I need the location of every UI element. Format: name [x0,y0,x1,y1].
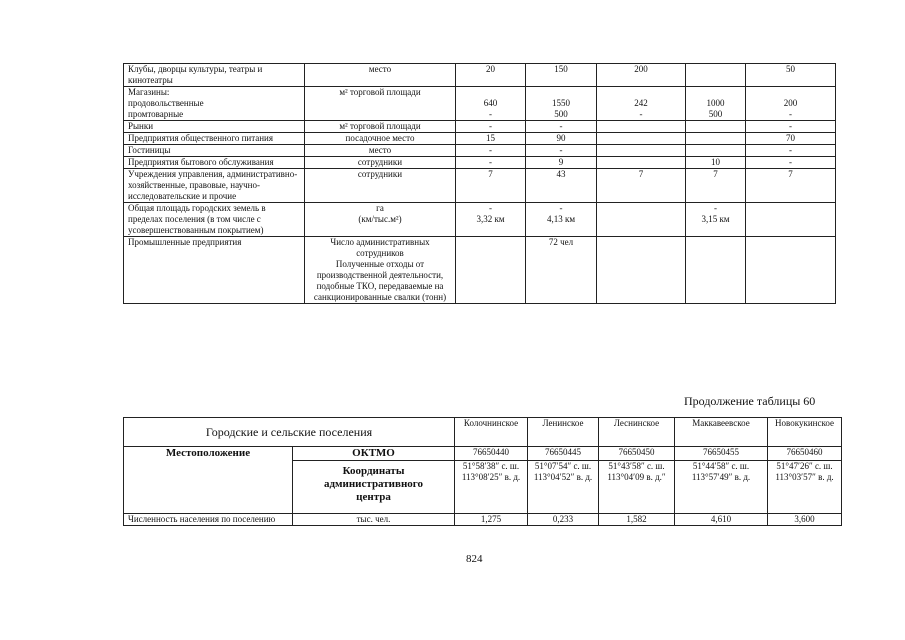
row-value [597,145,686,157]
row-value [597,133,686,145]
row-value: 1000 500 [686,87,746,121]
col-header-3: Маккавеевское [675,418,768,447]
row-name: Промышленные предприятия [124,237,305,304]
row-value: - [746,121,836,133]
population-2: 1,582 [599,514,675,526]
row-unit: сотрудники [305,157,456,169]
row-value: 7 [746,169,836,203]
row-value: 200 - [746,87,836,121]
table-row [124,169,836,203]
oktmo-2: 76650450 [599,447,675,461]
row-unit: посадочное место [305,133,456,145]
table-row [124,64,836,87]
row-value: - [456,157,526,169]
row-name: Гостиницы [124,145,305,157]
row-value [686,133,746,145]
row-value [597,121,686,133]
coords-4: 51°47′26″ с. ш. 113°03′57″ в. д. [768,461,842,514]
row-value [597,157,686,169]
page-number: 824 [466,553,483,565]
coords-0: 51°58′38″ с. ш. 113°08′25″ в. д. [455,461,528,514]
row-value: 7 [456,169,526,203]
row-value: - [746,145,836,157]
population-row [124,514,842,526]
location-label: Местоположение [124,447,293,514]
population-unit: тыс. чел. [293,514,455,526]
table-row [124,133,836,145]
coords-label: Координаты административного центра [293,461,455,514]
row-name: Учреждения управления, административно-хозяйственные, правовые, научно-исследовательские и прочие [124,169,305,203]
row-value: 70 [746,133,836,145]
table-row [124,203,836,237]
row-value: 72 чел [526,237,597,304]
coords-2: 51°43′58″ с. ш. 113°04′09 в. д.″ [599,461,675,514]
oktmo-1: 76650445 [528,447,599,461]
row-unit: место [305,145,456,157]
services-table-body [124,64,836,304]
table-row [124,87,836,121]
row-value: 90 [526,133,597,145]
table-continuation-caption: Продолжение таблицы 60 [684,394,816,408]
oktmo-3: 76650455 [675,447,768,461]
row-value [686,121,746,133]
row-name: Предприятия общественного питания [124,133,305,145]
settlements-table [123,417,842,526]
row-value: 150 [526,64,597,87]
table-row [124,145,836,157]
population-3: 4,610 [675,514,768,526]
coords-3: 51°44′58″ с. ш. 113°57′49″ в. д. [675,461,768,514]
header-row [124,418,842,447]
row-value [686,145,746,157]
row-value [686,237,746,304]
row-value: 1550 500 [526,87,597,121]
row-name: Общая площадь городских земель в пределах поселения (в том числе с усовершенствованным покрытием) [124,203,305,237]
row-name: Клубы, дворцы культуры, театры и кинотеатры [124,64,305,87]
row-value: 15 [456,133,526,145]
population-1: 0,233 [528,514,599,526]
row-value: - [456,121,526,133]
row-value [746,203,836,237]
row-value: - 3,32 км [456,203,526,237]
row-value: 640 - [456,87,526,121]
row-unit: Число административных сотрудников Полученные отходы от производственной деятельности, подобные ТКО, передаваемые на санкционированные свалки (тонн) [305,237,456,304]
row-value [746,237,836,304]
col-header-2: Леснинское [599,418,675,447]
row-name: Предприятия бытового обслуживания [124,157,305,169]
table-row [124,157,836,169]
row-value: 43 [526,169,597,203]
row-unit: м² торговой площади [305,87,456,121]
oktmo-row [124,447,842,461]
row-value: 7 [597,169,686,203]
oktmo-label: ОКТМО [293,447,455,461]
population-0: 1,275 [455,514,528,526]
oktmo-0: 76650440 [455,447,528,461]
population-4: 3,600 [768,514,842,526]
row-value [456,237,526,304]
coords-1: 51°07′54″ с. ш. 113°04′52″ в. д. [528,461,599,514]
row-value: - [456,145,526,157]
row-name: Рынки [124,121,305,133]
table-row [124,237,836,304]
population-label: Численность населения по поселению [124,514,293,526]
row-name: Магазины: продовольственные промтоварные [124,87,305,121]
row-value: - [526,145,597,157]
col-header-0: Колочнинское [455,418,528,447]
row-value [597,237,686,304]
col-header-1: Ленинское [528,418,599,447]
row-value: - 3,15 км [686,203,746,237]
row-value: 242 - [597,87,686,121]
row-value [597,203,686,237]
row-value: 10 [686,157,746,169]
col-header-4: Новокукинское [768,418,842,447]
row-value: 7 [686,169,746,203]
row-value [686,64,746,87]
services-table [123,63,836,304]
row-value: 9 [526,157,597,169]
row-unit: м² торговой площади [305,121,456,133]
header-label: Городские и сельские поселения [124,418,455,447]
row-value: 200 [597,64,686,87]
row-value: 20 [456,64,526,87]
settlements-table-body [124,418,842,526]
oktmo-4: 76650460 [768,447,842,461]
row-unit: сотрудники [305,169,456,203]
row-unit: га (км/тыс.м²) [305,203,456,237]
row-value: 50 [746,64,836,87]
table-row [124,121,836,133]
row-value: - [746,157,836,169]
row-unit: место [305,64,456,87]
row-value: - 4,13 км [526,203,597,237]
row-value: - [526,121,597,133]
